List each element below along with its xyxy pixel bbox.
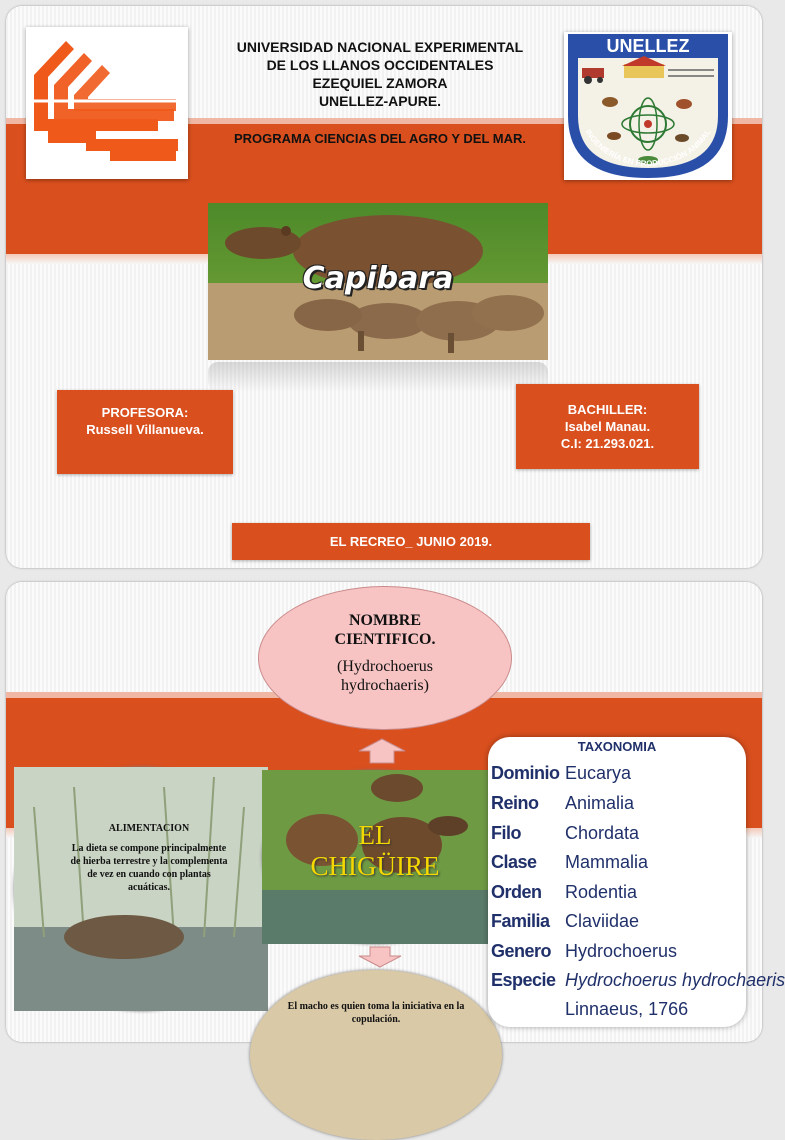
tax-key: Clase [491,852,537,872]
reproduccion-text: El macho es quien toma la iniciativa en la copulación. [287,1001,465,1025]
tax-value: Chordata [565,823,640,843]
university-line-2: DE LOS LLANOS OCCIDENTALES [266,57,494,73]
tax-key: Dominio [491,763,560,783]
tax-key: Orden [491,882,542,902]
tax-value: Animalia [565,793,635,813]
nombre-sci-2: hydrochaeris) [341,677,429,694]
taxonomy-title: TAXONOMIA [577,739,657,754]
tax-value: Rodentia [565,882,638,902]
bachiller-label: BACHILLER: [567,402,648,417]
tax-value: Mammalia [565,852,649,872]
tax-key: Reino [491,793,539,813]
unellez-logo-text: UNELLEZ [606,36,690,56]
center-title-2: CHIGÜIRE [310,851,440,881]
alimentacion-title: ALIMENTACION [108,823,190,834]
arrow-down-icon [358,946,402,968]
bachiller-box [516,384,699,469]
university-line-4: UNELLEZ-APURE. [318,93,442,109]
bachiller-name: Isabel Manau. [564,419,651,434]
nombre-sci-1: (Hydrochoerus [337,658,433,675]
tax-value: Hydrochoerus hydrochaeris [565,970,785,990]
tax-value: Hydrochoerus [565,941,678,961]
university-name [190,38,570,110]
university-line-3: EZEQUIEL ZAMORA [312,75,448,91]
unellez-shield-logo-icon [564,32,732,180]
tax-key: Filo [491,823,521,843]
arrow-up-icon [358,738,406,764]
taxonomy-card [488,737,785,1027]
reproduccion-circle [250,970,502,1140]
nombre-cientifico-ellipse [258,586,512,730]
profesora-box [57,390,233,474]
center-title-1: EL [358,820,392,850]
tax-author: Linnaeus, 1766 [565,999,689,1019]
nombre-title-1: NOMBRE [349,612,421,629]
alimentacion-circle [14,767,268,1011]
capybara-photo [208,203,548,360]
profesora-label: PROFESORA: [101,405,189,420]
tax-key: Genero [491,941,552,961]
tax-key: Especie [491,970,556,990]
alimentacion-text: La dieta se compone principalmente de hierba terrestre y la complementa de vez en cuando con plantas acuáticas. [70,843,228,893]
university-line-1: UNIVERSIDAD NACIONAL EXPERIMENTAL [236,39,524,55]
bachiller-ci: C.I: 21.293.021. [560,436,655,451]
tax-key: Familia [491,911,550,931]
tax-value: Eucarya [565,763,632,783]
photo-reflection [208,362,548,392]
unellez-badge [564,32,732,180]
university-logo [26,27,188,179]
date-footer: EL RECREO_ JUNIO 2019. [232,523,590,560]
chiguire-circle [262,770,488,944]
program-title: PROGRAMA CIENCIAS DEL AGRO Y DEL MAR. [233,131,527,146]
nombre-title-2: CIENTIFICO. [334,631,436,648]
photo-title: Capibara [302,261,454,296]
tax-value: Claviidae [565,911,640,931]
profesora-name: Russell Villanueva. [86,422,204,437]
unellez-stripes-logo-icon [26,27,188,179]
unellez-ring-text: INGENIERÍA EN PRODUCCIÓN ANIMAL [583,127,713,169]
